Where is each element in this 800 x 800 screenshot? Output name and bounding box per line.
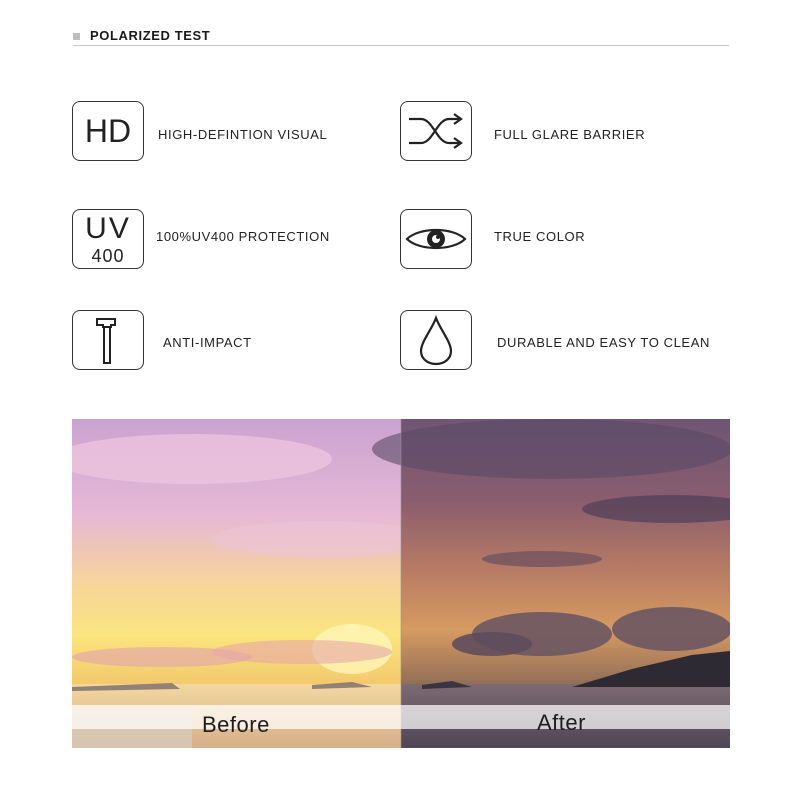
uv400-icon bbox=[72, 209, 144, 269]
hd-icon bbox=[72, 101, 144, 161]
section-title: POLARIZED TEST bbox=[90, 28, 211, 43]
caption-band bbox=[72, 705, 730, 729]
water-drop-icon bbox=[400, 310, 472, 370]
uv-icon-subtext: 400 bbox=[91, 246, 125, 266]
feature-label-impact: ANTI-IMPACT bbox=[163, 335, 252, 350]
eye-icon bbox=[400, 209, 472, 269]
section-header bbox=[73, 27, 729, 47]
feature-label-color: TRUE COLOR bbox=[494, 229, 586, 244]
before-label: Before bbox=[202, 712, 270, 737]
feature-label-uv: 100%UV400 PROTECTION bbox=[156, 229, 330, 244]
shuffle-arrows-icon bbox=[400, 101, 472, 161]
before-after-photo bbox=[72, 419, 730, 748]
header-square-marker bbox=[73, 33, 80, 40]
hammer-icon bbox=[72, 310, 144, 370]
feature-label-clean: DURABLE AND EASY TO CLEAN bbox=[497, 335, 710, 350]
hd-icon-text: HD bbox=[84, 113, 132, 149]
feature-label-hd: HIGH-DEFINTION VISUAL bbox=[158, 127, 328, 142]
uv-icon-text: UV bbox=[85, 212, 131, 245]
header-divider bbox=[73, 45, 729, 46]
feature-label-glare: FULL GLARE BARRIER bbox=[494, 127, 646, 142]
after-label: After bbox=[537, 710, 586, 735]
